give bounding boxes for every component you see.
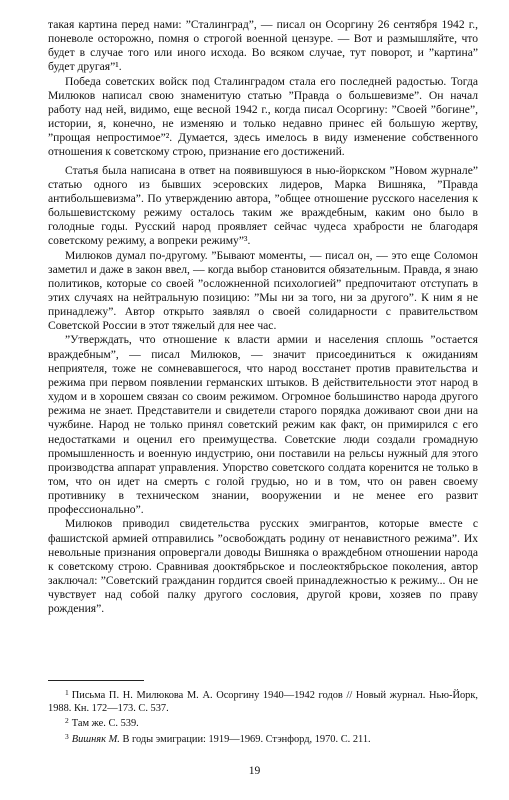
footnote-3-author: Вишняк М.: [71, 733, 120, 745]
page-number: 19: [248, 764, 261, 777]
footnote-3: [48, 731, 478, 747]
footnote-1-text: Письма П. Н. Милюкова М. А. Осоргину 1940—1942 годов // Новый журнал. Нью-Йорк, 1988. Кн. 172—173. С. 537.: [48, 690, 478, 714]
footnote-2: [48, 715, 478, 731]
paragraph-6: Милюков приводил свидетельства русских эмигрантов, которые вместе с фашистской армией отправились ”освобождать родину от ненавистного режима”. Их невольные признания опровергали доводы Вишняка о враждебном отношении народа к советскому строю. Сравнивая дооктябрьское и послеоктябрьское поколения, автор заключал: ”Советский гражданин гордится своей принадлежностью к режиму... Он не чувствует над собой палку другого сословия, другой крови, хозяев по праву рождения”.: [48, 517, 478, 616]
paragraph-4: Милюков думал по-другому. ”Бывают моменты, — писал он, — это еще Соломон заметил и даже в закон ввел, — когда выбор становится обязательным. Правда, я знаю политиков, которые со своей ”осложненной психологией” предпочитают отступать в этих случаях на нейтральную позицию: ”Мы ни за того, ни за другого”. К ним я не принадлежу”. Автор открыто заявлял о своей солидарности с правительством Советской России в этот тяжелый для нее час.: [48, 248, 478, 333]
footnote-2-number: 2: [65, 716, 69, 726]
paragraph-3: Статья была написана в ответ на появившуюся в нью-йоркском ”Новом журнале” статью одного из бывших эсеровских лидеров, Марка Вишняка, ”Правда антибольшевизма”. По утверждению автора, ”общее отношение русского населения к большевистскому режиму осталось таким же враждебным, каким оно было в голодные годы. Русский народ проявляет сейчас чудеса храбрости не благодаря советскому режиму, а вопреки режиму”³.: [48, 163, 478, 248]
paragraph-1: такая картина перед нами: ”Сталинград”, — писал он Осоргину 26 сентября 1942 г., поневоле осторожно, помня о строгой военной цензуре. — Вот и размышляйте, что будет в случае того или иного исхода. Во всяком случае, тут поворот, и ”картина” будет другая”¹.: [48, 18, 478, 74]
paragraph-5: ”Утверждать, что отношение к власти армии и населения сплошь ”остается враждебным”, — писал Милюков, — значит присоединиться к ожиданиям неприятеля, тоже не сомневавшегося, что народ восстанет против правительства и режима при первом появлении германских штыков. В действительности этот народ в худом и в хорошем связан со своим режимом. Огромное большинство народа другого режима не знает. Представители и свидетели старого порядка доживают свои дни на чужбине. Народ не только принял советский режим как факт, он примирился с его недостатками и оценил его преимущества. Советские люди создали громадную промышленность и военную индустрию, они поставили на рельсы нужный для этого производства аппарат управления. Упорство советского солдата коренится не только в том, что он идет на смерть с голой грудью, но и в том, что он равен своему противнику в техническом знании, вооружении и не менее его развит профессионально”.: [48, 333, 478, 517]
footnote-1-number: 1: [65, 688, 69, 697]
paragraph-2: Победа советских войск под Сталинградом стала его последней радостью. Тогда Милюков написал свою знаменитую статью ”Правда о большевизме”. Он начал работу над ней, видимо, еще весной 1942 г., когда писал Осоргину: ”Своей ”богине”, истории, я, конечно, не изменяю и только недавно принес ей большую жертву, ”прощая непростимое”². Думается, здесь имелось в виду изменение собственного отношения к советскому строю, признание его достижений.: [48, 74, 478, 159]
footnotes: [48, 680, 478, 746]
footnote-1: [48, 687, 478, 715]
page-body: [48, 18, 478, 617]
footnote-3-text: В годы эмиграции: 1919—1969. Стэнфорд, 1970. С. 211.: [122, 733, 371, 745]
footnote-divider: [48, 680, 144, 681]
footnote-2-text: Там же. С. 539.: [71, 718, 139, 730]
footnote-3-number: 3: [65, 731, 69, 741]
